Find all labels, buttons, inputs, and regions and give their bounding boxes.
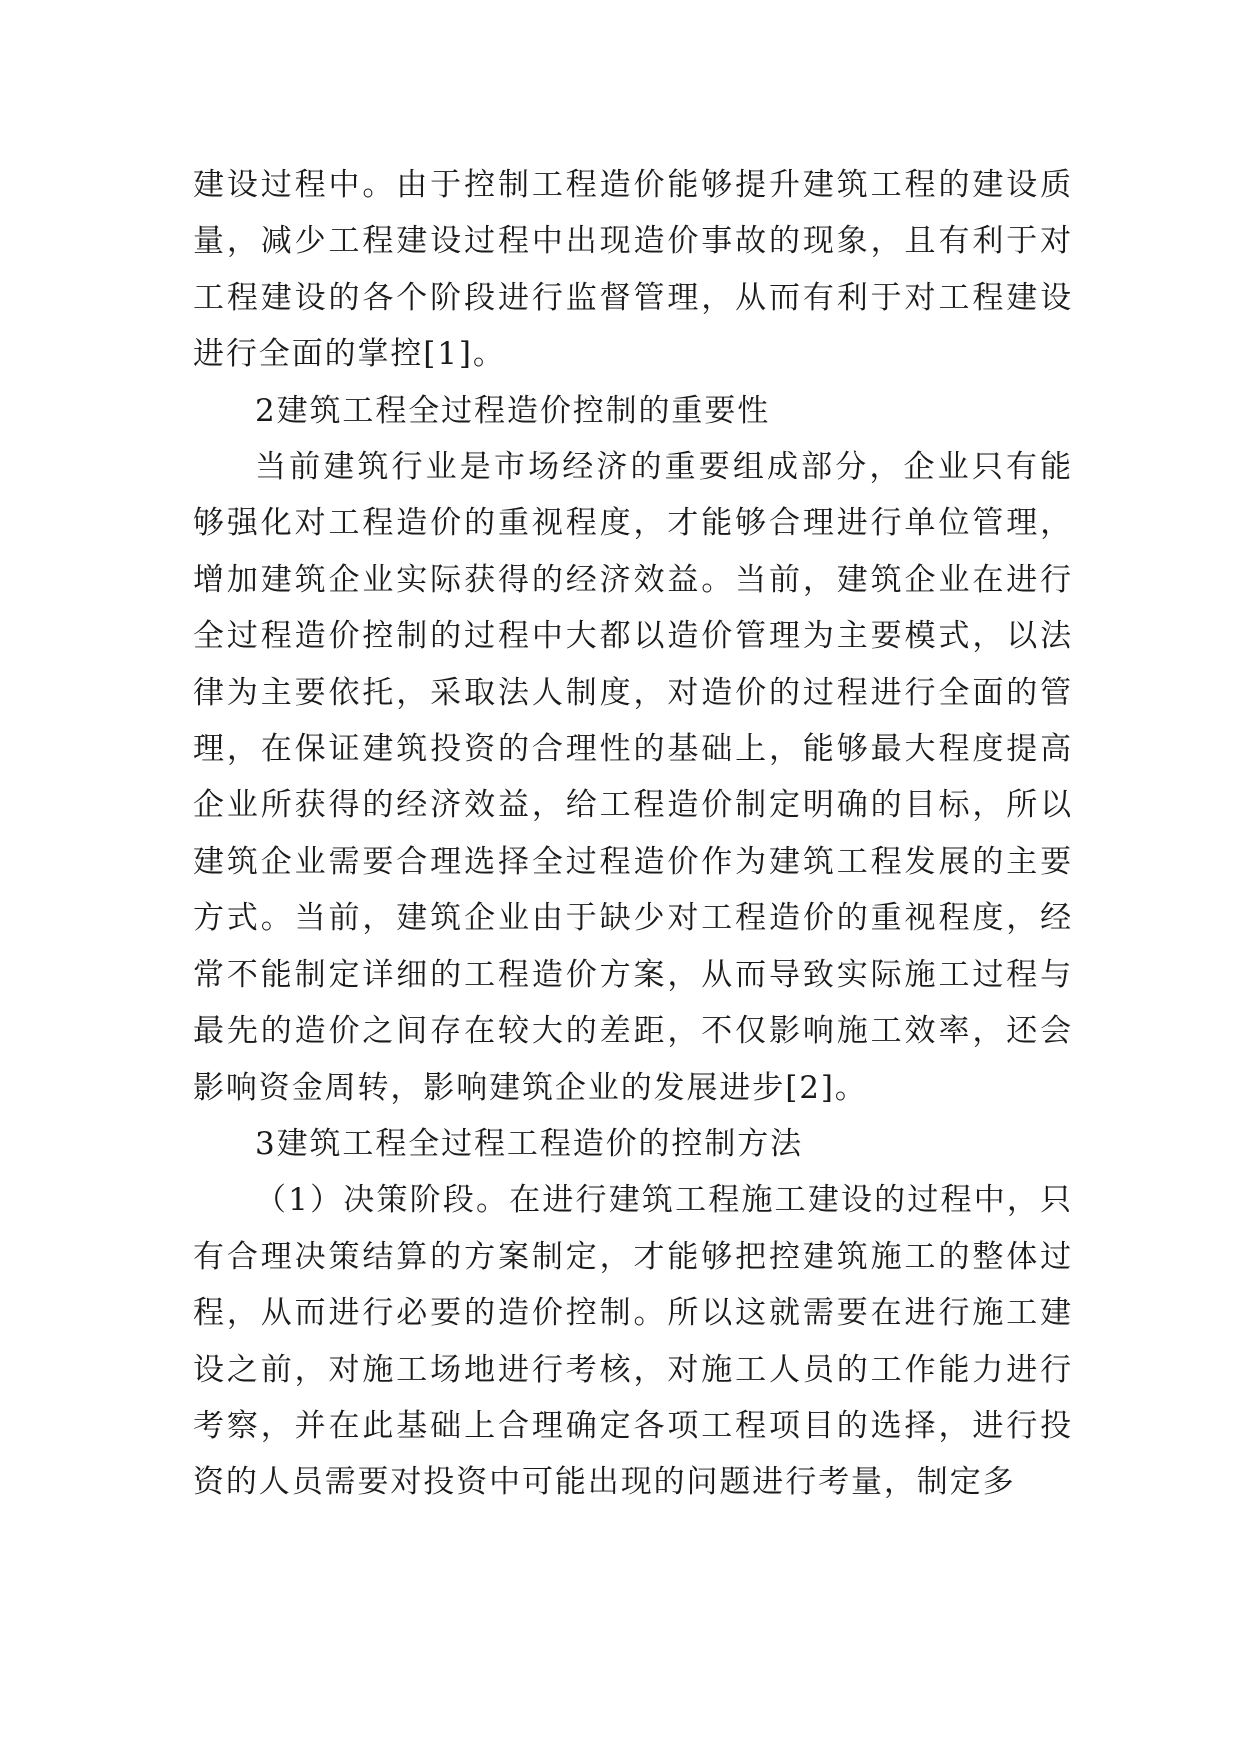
paragraph-continuation: 建设过程中。由于控制工程造价能够提升建筑工程的建设质量，减少工程建设过程中出现造价事故的现象，且有利于对工程建设的各个阶段进行监督管理，从而有利于对工程建设进行全面的掌控[1]。 (193, 167, 1073, 373)
document-body (193, 157, 1073, 1511)
section-heading-2: 2建筑工程全过程造价控制的重要性 (255, 392, 771, 429)
section-heading-3: 3建筑工程全过程工程造价的控制方法 (255, 1125, 804, 1162)
paragraph-decision-stage: （1）决策阶段。在进行建筑工程施工建设的过程中，只有合理决策结算的方案制定，才能够把控建筑施工的整体过程，从而进行必要的造价控制。所以这就需要在进行施工建设之前，对施工场地进行考核，对施工人员的工作能力进行考察，并在此基础上合理确定各项工程项目的选择，进行投资的人员需要对投资中可能出现的问题进行考量，制定多 (193, 1182, 1073, 1501)
paragraph-importance: 当前建筑行业是市场经济的重要组成部分，企业只有能够强化对工程造价的重视程度，才能够合理进行单位管理，增加建筑企业实际获得的经济效益。当前，建筑企业在进行全过程造价控制的过程中大都以造价管理为主要模式，以法律为主要依托，采取法人制度，对造价的过程进行全面的管理，在保证建筑投资的合理性的基础上，能够最大程度提高企业所获得的经济效益，给工程造价制定明确的目标，所以建筑企业需要合理选择全过程造价作为建筑工程发展的主要方式。当前，建筑企业由于缺少对工程造价的重视程度，经常不能制定详细的工程造价方案，从而导致实际施工过程与最先的造价之间存在较大的差距，不仅影响施工效率，还会影响资金周转，影响建筑企业的发展进步[2]。 (193, 449, 1073, 1106)
